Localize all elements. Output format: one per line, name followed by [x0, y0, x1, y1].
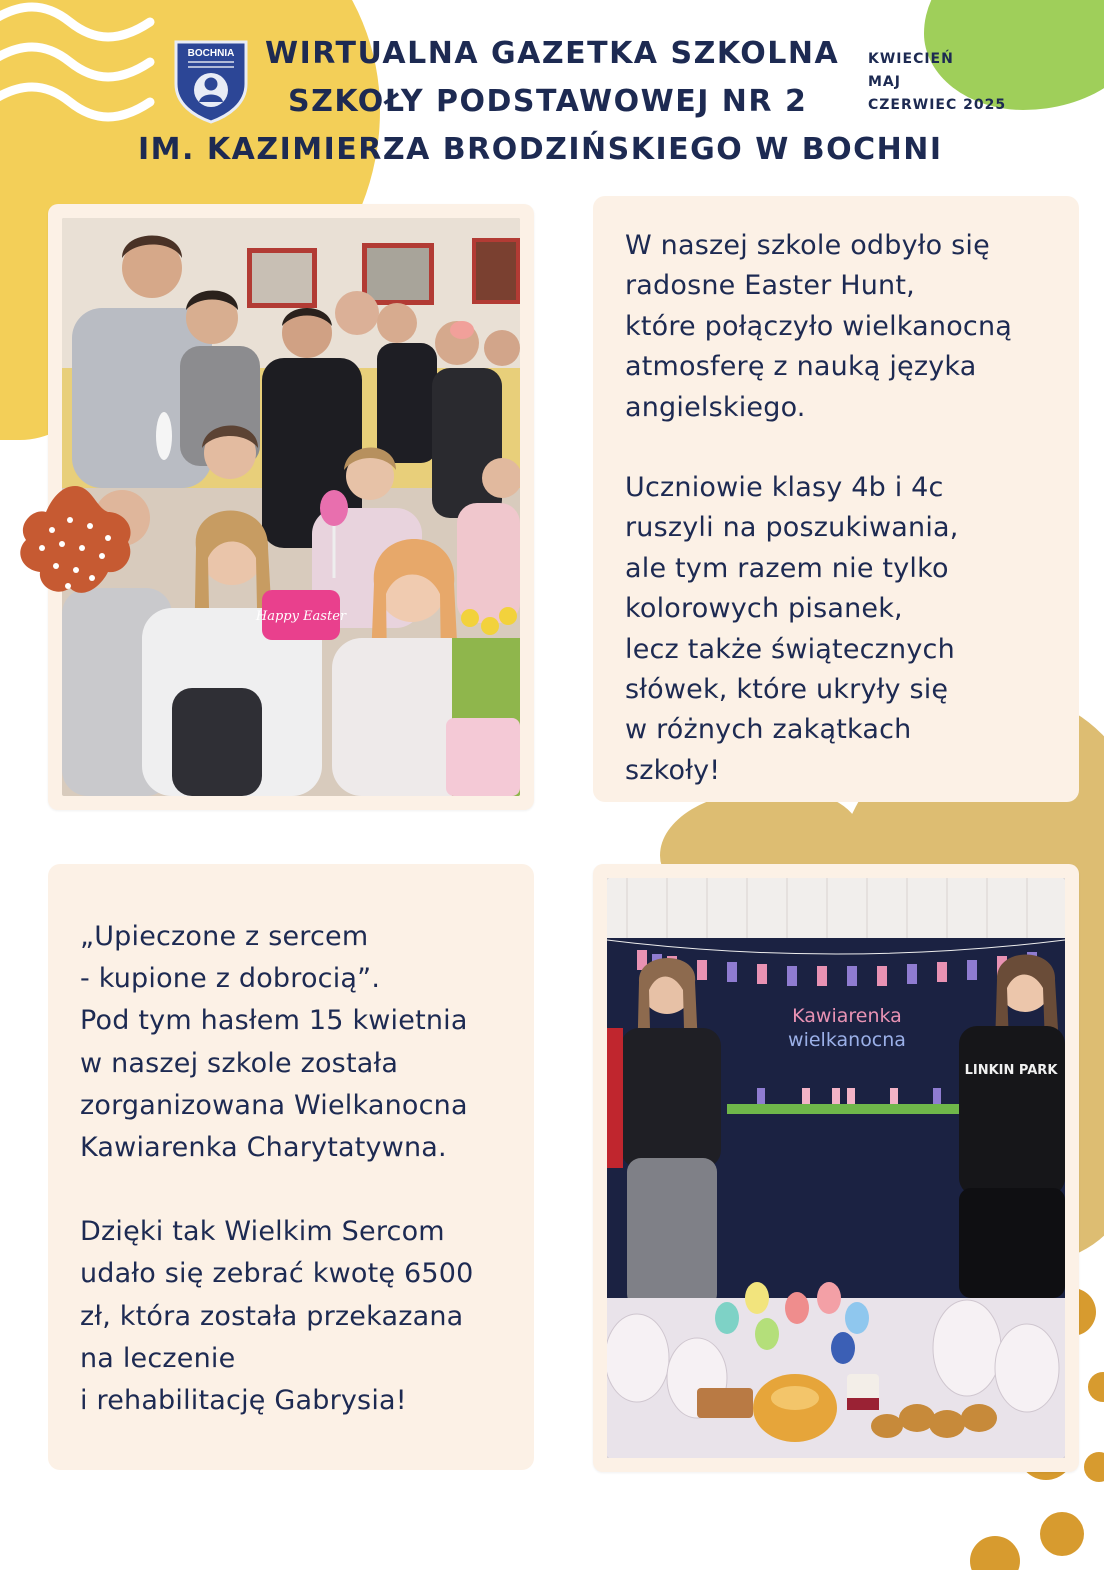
- article-line: na leczenie: [80, 1342, 236, 1374]
- easter-hunt-article: [625, 226, 1012, 791]
- school-patron: IM. KAZIMIERZA BRODZIŃSKIEGO W BOCHNI: [138, 132, 943, 167]
- logo-label: BOCHNIA: [187, 48, 235, 59]
- article-line: atmosferę z nauką języka: [625, 351, 977, 383]
- easter-hunt-text-card: [593, 196, 1079, 802]
- charity-cafe-photo-frame: [593, 864, 1079, 1472]
- band-shirt-text: LINKIN PARK: [964, 1063, 1058, 1078]
- article-line: - kupione z dobrocią”.: [80, 963, 381, 995]
- article-line: Uczniowie klasy 4b i 4c: [625, 472, 944, 504]
- happy-easter-sign: Happy Easter: [255, 609, 347, 624]
- article-line: w różnych zakątkach: [625, 714, 912, 746]
- issue-month: CZERWIEC 2025: [868, 97, 1007, 113]
- charity-cafe-article: [80, 916, 473, 1422]
- decor-dot: [1088, 1372, 1104, 1402]
- issue-dates: [868, 48, 1006, 117]
- charity-cafe-text-card: [48, 864, 534, 1470]
- article-line: i rehabilitację Gabrysia!: [80, 1385, 407, 1417]
- issue-month: KWIECIEŃ: [868, 51, 954, 67]
- article-line: kolorowych pisanek,: [625, 593, 903, 625]
- cafe-sign-subtitle: wielkanocna: [788, 1029, 906, 1051]
- article-line: radosne Easter Hunt,: [625, 270, 915, 302]
- article-line: lecz także świątecznych: [625, 633, 955, 665]
- cookie-flower-icon: [12, 482, 138, 602]
- article-line: w naszej szkole została: [80, 1047, 399, 1079]
- school-name: SZKOŁY PODSTAWOWEJ NR 2: [288, 84, 808, 119]
- article-line: ruszyli na poszukiwania,: [625, 512, 959, 544]
- article-line: W naszej szkole odbyło się: [625, 230, 990, 261]
- article-line: zł, która została przekazana: [80, 1300, 464, 1332]
- article-line: udało się zebrać kwotę 6500: [80, 1258, 474, 1290]
- newsletter-title: WIRTUALNA GAZETKA SZKOLNA: [265, 36, 840, 71]
- masthead: [0, 30, 1104, 180]
- school-crest-icon: [172, 38, 250, 124]
- issue-month: MAJ: [868, 74, 901, 90]
- cafe-sign-title: Kawiarenka: [792, 1005, 902, 1027]
- decor-dot: [1084, 1452, 1104, 1482]
- article-line: szkoły!: [625, 754, 721, 786]
- article-line: zorganizowana Wielkanocna: [80, 1089, 468, 1121]
- charity-cafe-illustration: [607, 878, 1065, 1458]
- decor-dot: [1040, 1512, 1084, 1556]
- article-line: które połączyło wielkanocną: [625, 310, 1013, 342]
- charity-cafe-photo: [607, 878, 1065, 1458]
- article-line: Kawiarenka Charytatywna.: [80, 1132, 447, 1164]
- article-line: „Upieczone z sercem: [80, 921, 369, 952]
- article-line: angielskiego.: [625, 391, 806, 423]
- article-line: Pod tym hasłem 15 kwietnia: [80, 1005, 468, 1037]
- article-line: Dzięki tak Wielkim Sercom: [80, 1216, 445, 1248]
- article-line: ale tym razem nie tylko: [625, 552, 949, 584]
- decor-dot: [970, 1536, 1020, 1570]
- article-line: słówek, które ukryły się: [625, 674, 949, 706]
